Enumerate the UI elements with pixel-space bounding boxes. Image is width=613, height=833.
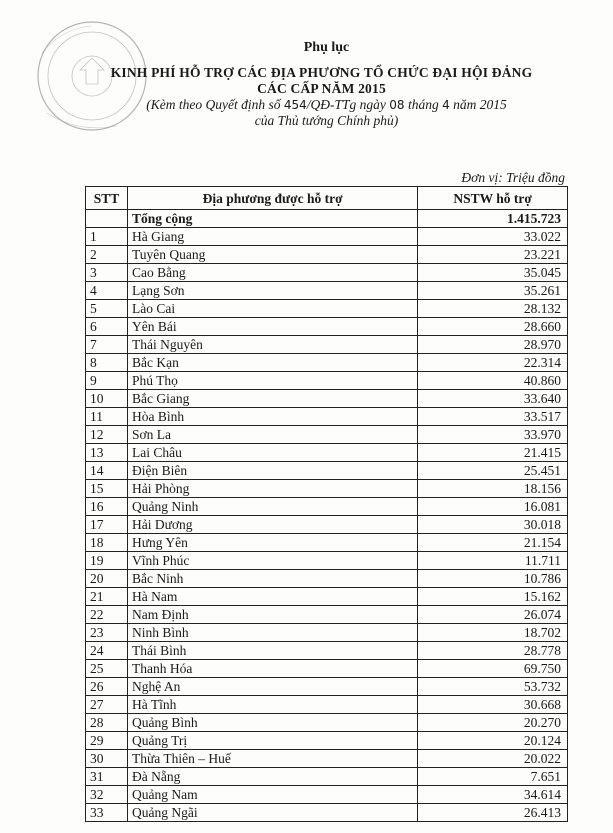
- table-row: [86, 750, 568, 768]
- table-row: [86, 372, 568, 390]
- locality-cell: Hưng Yên: [127, 534, 417, 552]
- amount-cell: 16.081: [418, 498, 568, 516]
- stt-cell: 30: [86, 750, 128, 768]
- locality-cell: Lai Châu: [127, 444, 417, 462]
- table-row: [86, 480, 568, 498]
- table-row: [86, 318, 568, 336]
- decision-reference: (Kèm theo Quyết định số 454/QĐ-TTg ngày 08 tháng 4 năm 2015: [146, 97, 507, 112]
- locality-cell: Tuyên Quang: [127, 246, 417, 264]
- stt-cell: 26: [86, 678, 128, 696]
- amount-cell: 26.074: [418, 606, 568, 624]
- total-label: Tổng cộng: [127, 210, 417, 228]
- stt-cell: 25: [86, 660, 128, 678]
- table-row: [86, 408, 568, 426]
- amount-cell: 53.732: [418, 678, 568, 696]
- table-row: [86, 462, 568, 480]
- appendix-header: [0, 40, 613, 129]
- table-row: [86, 588, 568, 606]
- stt-cell: 8: [86, 354, 128, 372]
- amount-cell: 28.970: [418, 336, 568, 354]
- table-row: [86, 390, 568, 408]
- total-value: 1.415.723: [418, 210, 568, 228]
- stt-cell: 3: [86, 264, 128, 282]
- locality-cell: Thừa Thiên – Huế: [127, 750, 417, 768]
- locality-cell: Bắc Ninh: [127, 570, 417, 588]
- stt-cell: 16: [86, 498, 128, 516]
- funding-table: [85, 186, 568, 822]
- amount-cell: 28.778: [418, 642, 568, 660]
- total-row: [86, 210, 568, 228]
- column-header-stt: STT: [86, 187, 128, 210]
- stt-cell: 7: [86, 336, 128, 354]
- stt-cell: 20: [86, 570, 128, 588]
- stt-cell: 18: [86, 534, 128, 552]
- amount-cell: 35.045: [418, 264, 568, 282]
- amount-cell: 33.022: [418, 228, 568, 246]
- amount-cell: 30.668: [418, 696, 568, 714]
- stt-cell: 1: [86, 228, 128, 246]
- amount-cell: 25.451: [418, 462, 568, 480]
- table-row: [86, 732, 568, 750]
- stt-cell: 22: [86, 606, 128, 624]
- stt-cell: 23: [86, 624, 128, 642]
- amount-cell: 26.413: [418, 804, 568, 822]
- locality-cell: Hòa Bình: [127, 408, 417, 426]
- amount-cell: 28.132: [418, 300, 568, 318]
- amount-cell: 21.415: [418, 444, 568, 462]
- unit-label: Đơn vị: Triệu đồng: [461, 170, 565, 185]
- table-row: [86, 606, 568, 624]
- locality-cell: Hà Giang: [127, 228, 417, 246]
- table-row: [86, 228, 568, 246]
- locality-cell: Cao Bằng: [127, 264, 417, 282]
- table-row: [86, 354, 568, 372]
- table-row: [86, 336, 568, 354]
- stt-cell: 19: [86, 552, 128, 570]
- stt-cell: 4: [86, 282, 128, 300]
- handwritten-day: 08: [389, 98, 405, 112]
- stt-cell: 31: [86, 768, 128, 786]
- locality-cell: Điện Biên: [127, 462, 417, 480]
- table-row: [86, 444, 568, 462]
- stt-cell: 6: [86, 318, 128, 336]
- stt-cell: 10: [86, 390, 128, 408]
- table-row: [86, 300, 568, 318]
- table-row: [86, 696, 568, 714]
- column-header-amount: NSTW hỗ trợ: [418, 187, 568, 210]
- stt-cell: 13: [86, 444, 128, 462]
- table-row: [86, 516, 568, 534]
- table-row: [86, 642, 568, 660]
- amount-cell: 34.614: [418, 786, 568, 804]
- stt-cell: 29: [86, 732, 128, 750]
- amount-cell: 33.517: [418, 408, 568, 426]
- amount-cell: 23.221: [418, 246, 568, 264]
- stt-cell: 17: [86, 516, 128, 534]
- amount-cell: 33.970: [418, 426, 568, 444]
- locality-cell: Lào Cai: [127, 300, 417, 318]
- amount-cell: 28.660: [418, 318, 568, 336]
- amount-cell: 20.022: [418, 750, 568, 768]
- amount-cell: 20.270: [418, 714, 568, 732]
- document-title-line1: KINH PHÍ HỖ TRỢ CÁC ĐỊA PHƯƠNG TỔ CHỨC ĐẠI HỘI ĐẢNG: [110, 65, 533, 80]
- table-row: [86, 786, 568, 804]
- locality-cell: Ninh Bình: [127, 624, 417, 642]
- locality-cell: Thái Nguyên: [127, 336, 417, 354]
- table-header-row: [86, 187, 568, 210]
- locality-cell: Nghệ An: [127, 678, 417, 696]
- issuer-line: của Thủ tướng Chính phủ): [254, 113, 399, 128]
- table-row: [86, 768, 568, 786]
- amount-cell: 40.860: [418, 372, 568, 390]
- stt-cell: 9: [86, 372, 128, 390]
- table-row: [86, 678, 568, 696]
- table-row: [86, 246, 568, 264]
- locality-cell: Sơn La: [127, 426, 417, 444]
- table-row: [86, 426, 568, 444]
- amount-cell: 7.651: [418, 768, 568, 786]
- table-row: [86, 624, 568, 642]
- amount-cell: 15.162: [418, 588, 568, 606]
- locality-cell: Hà Nam: [127, 588, 417, 606]
- stt-cell: 28: [86, 714, 128, 732]
- stt-cell: 5: [86, 300, 128, 318]
- amount-cell: 35.261: [418, 282, 568, 300]
- table-row: [86, 660, 568, 678]
- table-row: [86, 552, 568, 570]
- amount-cell: 33.640: [418, 390, 568, 408]
- locality-cell: Hải Dương: [127, 516, 417, 534]
- stt-cell: 2: [86, 246, 128, 264]
- locality-cell: Bắc Kạn: [127, 354, 417, 372]
- handwritten-decision-number: 454: [283, 98, 307, 112]
- stt-cell: 11: [86, 408, 128, 426]
- locality-cell: Yên Bái: [127, 318, 417, 336]
- stt-cell: 14: [86, 462, 128, 480]
- locality-cell: Thanh Hóa: [127, 660, 417, 678]
- amount-cell: 22.314: [418, 354, 568, 372]
- table-row: [86, 714, 568, 732]
- locality-cell: Nam Định: [127, 606, 417, 624]
- total-stt-cell: [86, 210, 128, 228]
- amount-cell: 69.750: [418, 660, 568, 678]
- amount-cell: 18.702: [418, 624, 568, 642]
- stt-cell: 15: [86, 480, 128, 498]
- table-row: [86, 570, 568, 588]
- amount-cell: 18.156: [418, 480, 568, 498]
- locality-cell: Thái Bình: [127, 642, 417, 660]
- locality-cell: Hải Phòng: [127, 480, 417, 498]
- column-header-locality: Địa phương được hỗ trợ: [127, 187, 417, 210]
- handwritten-month: 4: [442, 98, 450, 112]
- amount-cell: 11.711: [418, 552, 568, 570]
- stt-cell: 32: [86, 786, 128, 804]
- stt-cell: 12: [86, 426, 128, 444]
- locality-cell: Vĩnh Phúc: [127, 552, 417, 570]
- document-title-line2: CÁC CẤP NĂM 2015: [257, 81, 386, 96]
- amount-cell: 30.018: [418, 516, 568, 534]
- locality-cell: Bắc Giang: [127, 390, 417, 408]
- appendix-title: Phụ lục: [303, 40, 350, 55]
- locality-cell: Hà Tĩnh: [127, 696, 417, 714]
- amount-cell: 10.786: [418, 570, 568, 588]
- locality-cell: Phú Thọ: [127, 372, 417, 390]
- stt-cell: 24: [86, 642, 128, 660]
- table-row: [86, 264, 568, 282]
- table-row: [86, 282, 568, 300]
- locality-cell: Lạng Sơn: [127, 282, 417, 300]
- stt-cell: 33: [86, 804, 128, 822]
- locality-cell: Quảng Trị: [127, 732, 417, 750]
- locality-cell: Đà Nẵng: [127, 768, 417, 786]
- amount-cell: 20.124: [418, 732, 568, 750]
- locality-cell: Quảng Nam: [127, 786, 417, 804]
- locality-cell: Quảng Bình: [127, 714, 417, 732]
- locality-cell: Quảng Ngãi: [127, 804, 417, 822]
- table-row: [86, 804, 568, 822]
- locality-cell: Quảng Ninh: [127, 498, 417, 516]
- stt-cell: 27: [86, 696, 128, 714]
- stt-cell: 21: [86, 588, 128, 606]
- table-row: [86, 498, 568, 516]
- table-row: [86, 534, 568, 552]
- amount-cell: 21.154: [418, 534, 568, 552]
